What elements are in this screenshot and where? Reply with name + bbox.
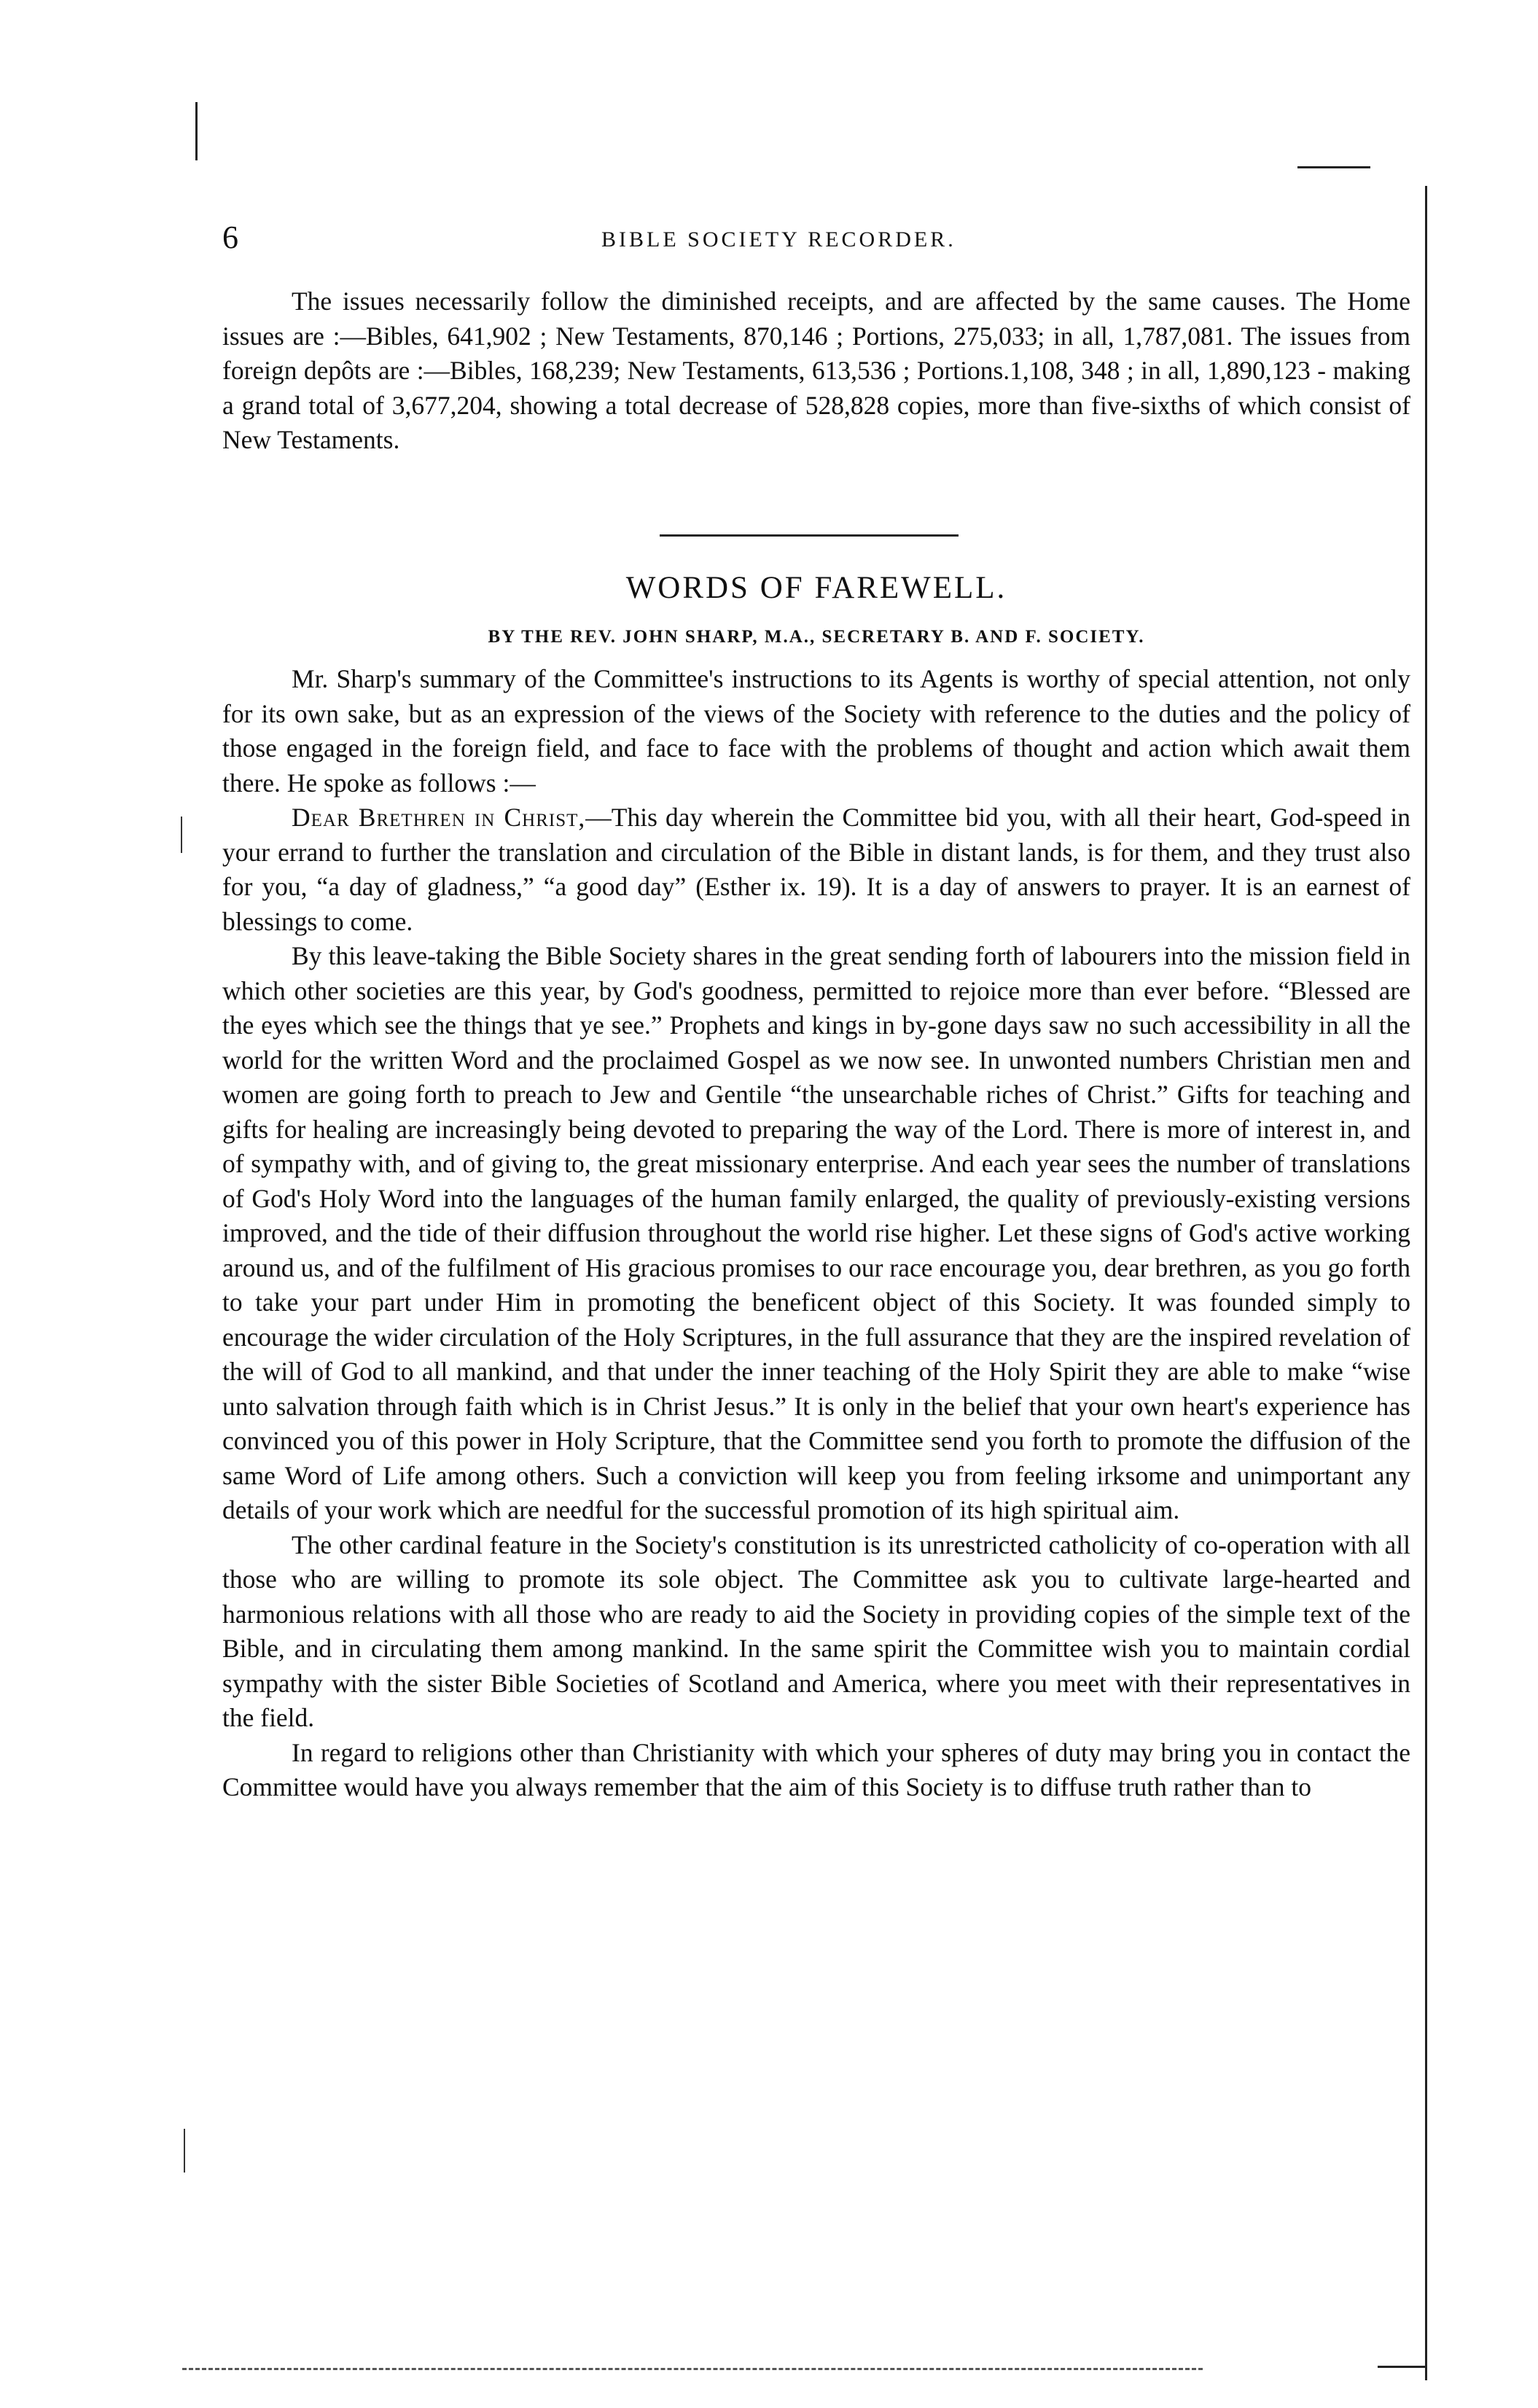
paragraph-2: By this leave-taking the Bible Society shares in the great sending forth of labourers into the mission field in which other societies are this year, by God's goodness, permitted to rejoice more than ever before. “Blessed are the eyes which see the things that ye see.” Prophets and kings in by-gone days saw no such accessibility in all the world for the written Word and the proclaimed Gospel as we now see. In unwonted numbers Christian men and women are going forth to preach to Jew and Gentile “the unsearchable riches of Christ.” Gifts for teaching and gifts for healing are increasingly being devoted to preparing the way of the Lord. There is more of interest in, and of sympathy with, and of giving to, the great missionary enterprise. And each year sees the number of translations of God's Holy Word into the languages of the human family enlarged, the quality of previously-existing versions improved, and the tide of their diffusion throughout the world rise higher. Let these signs of God's active working around us, and of the fulfilment of His gracious promises to our race encourage you, dear brethren, as you go forth to take your part under Him in promoting the beneficent object of this Society. It was founded simply to encourage the wider circulation of the Holy Scriptures, in the full assurance that they are the inspired revelation of the will of God to all mankind, and that under the inner teaching of the Holy Spirit they are able to make “wise unto salvation through faith which is in Christ Jesus.” It is only in the belief that your own heart's experience has convinced you of this power in Holy Scripture, that the Committee send you forth to promote the diffusion of the same Word of Life among others. Such a conviction will keep you from feeling irksome and unimportant any details of your work which are needful for the successful promotion of its high spiritual aim. bbox=[222, 941, 1410, 1524]
paragraph-3: The other cardinal feature in the Society's constitution is its unrestricted catholicity of co-operation with all those who are willing to promote its sole object. The Committee ask you to cultivate large-hearted and harmonious relations with all those who are ready to aid the Society in providing copies of the simple text of the Bible, and in circulating them among mankind. In the same spirit the Committee wish you to maintain cordial sympathy with the sister Bible Societies of Scotland and America, where you meet with their representatives in the field. bbox=[222, 1530, 1410, 1732]
page-edge-mark bbox=[195, 102, 198, 160]
article-byline: BY THE REV. JOHN SHARP, M.A., SECRETARY B. AND F. SOCIETY. bbox=[488, 627, 1145, 647]
running-header bbox=[222, 219, 1410, 262]
article-intro: Mr. Sharp's summary of the Committee's instructions to its Agents is worthy of special attention, not only for its own sake, but as an expression of the views of the Society with reference to the duties and the policy of those engaged in the foreign field, and face to face with the problems of thought and action which await them there. He spoke as follows :— bbox=[222, 664, 1410, 798]
article-title: WORDS OF FAREWELL. bbox=[625, 571, 1007, 605]
section-separator bbox=[660, 534, 959, 537]
paragraph-4: In regard to religions other than Christianity with which your spheres of duty may bring you in contact the Committee would have you always remember that the aim of this Society is to diffuse truth rather than to bbox=[222, 1737, 1410, 1801]
page-corner-mark bbox=[1378, 2366, 1425, 2368]
page-number: 6 bbox=[222, 219, 238, 255]
bottom-edge-mark bbox=[182, 2368, 1203, 2370]
page-edge-mark bbox=[184, 2129, 185, 2173]
article-body bbox=[222, 662, 1410, 1805]
running-title: BIBLE SOCIETY RECORDER. bbox=[601, 227, 956, 252]
salutation: Dear Brethren in Christ, bbox=[292, 803, 586, 832]
page-edge-mark bbox=[181, 817, 182, 853]
issues-paragraph: The issues necessarily follow the diminished receipts, and are affected by the same causes. The Home issues are :—Bibles, 641,902 ; New Testaments, 870,146 ; Portions, 275,033; in all, 1,787,081. The issues from foreign depôts are :—Bibles, 168,239; New Testaments, 613,536 ; Portions.1,108, 348 ; in all, 1,890,123 - making a grand total of 3,677,204, showing a total decrease of 528,828 copies, more than five-sixths of which consist of New Testaments. bbox=[222, 287, 1410, 454]
page-edge-line bbox=[1425, 186, 1427, 2380]
paragraph-1-text: —This day wherein the Committee bid you, with all their heart, God-speed in your errand to further the translation and circulation of the Bible in distant lands, is for them, and they trust also for you, “a day of gladness,” “a good day” (Esther ix. 19). It is a day of answers to prayer. It is an earnest of blessings to come. bbox=[222, 803, 1410, 936]
salutation-paragraph bbox=[222, 800, 1410, 939]
issues-section bbox=[222, 284, 1410, 458]
page-corner-mark bbox=[1297, 166, 1370, 168]
